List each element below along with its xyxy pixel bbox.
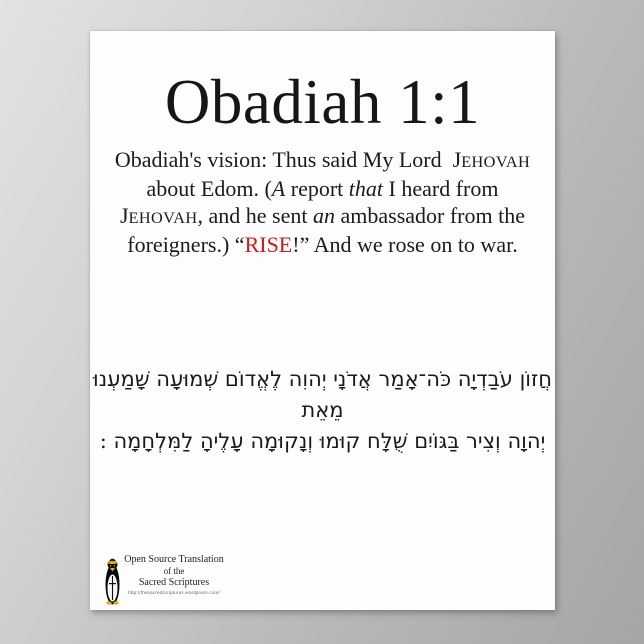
verse-text-run: ambassador from the xyxy=(335,203,525,228)
verse-text-run: that xyxy=(348,176,384,201)
verse-text-run: , and he sent xyxy=(197,203,313,228)
poster-title: Obadiah 1:1 xyxy=(164,67,481,137)
poster xyxy=(90,31,555,610)
english-verse-line xyxy=(90,175,555,202)
verse-text-run: report xyxy=(285,176,349,201)
verse-text-run: EHOVAH xyxy=(128,208,198,227)
english-verse-line xyxy=(90,231,555,258)
logo-url: http://thesacredscriptures.wordpress.com/ xyxy=(128,590,220,595)
penguin-halo-cross-icon xyxy=(105,558,120,605)
verse-text-run: an xyxy=(313,203,335,228)
hebrew-verse xyxy=(90,364,555,457)
verse-text-run: Obadiah's vision: Thus said My Lord J xyxy=(114,147,462,172)
logo-line: Open Source Translation xyxy=(124,554,224,565)
english-verse xyxy=(90,146,555,258)
verse-text-run: foreigners.) “ xyxy=(127,232,245,257)
verse-text-run: RISE xyxy=(244,232,293,257)
hebrew-verse-line: יְהוָה וְצִיר בַּגּוֹיִם שֻׁלָּח קוּמוּ וְנָקוּמָה עָלֶיהָ לַמִּלְחָמָה : xyxy=(99,429,546,453)
verse-text-run: about Edom. ( xyxy=(146,176,272,201)
verse-text-run: EHOVAH xyxy=(461,152,531,171)
publisher-logo-text xyxy=(122,554,226,596)
verse-text-run: A xyxy=(271,176,286,201)
verse-text-run: J xyxy=(119,203,129,228)
english-verse-line xyxy=(90,202,555,231)
logo-line: Sacred Scriptures xyxy=(138,576,210,588)
english-verse-line xyxy=(90,146,555,175)
verse-text-run: I heard from xyxy=(383,176,499,201)
publisher-logo xyxy=(105,554,226,605)
logo-line: of the xyxy=(163,565,185,576)
verse-text-run: !” And we rose on to war. xyxy=(292,232,518,257)
hebrew-verse-line: חֲזוֹן עֹבַדְיָה כֹּה־אָמַר אֲדֹנָי יְהוִה לֶאֱדוֹם שְׁמוּעָה שָׁמַעְנוּ מֵאֵת xyxy=(93,367,552,422)
